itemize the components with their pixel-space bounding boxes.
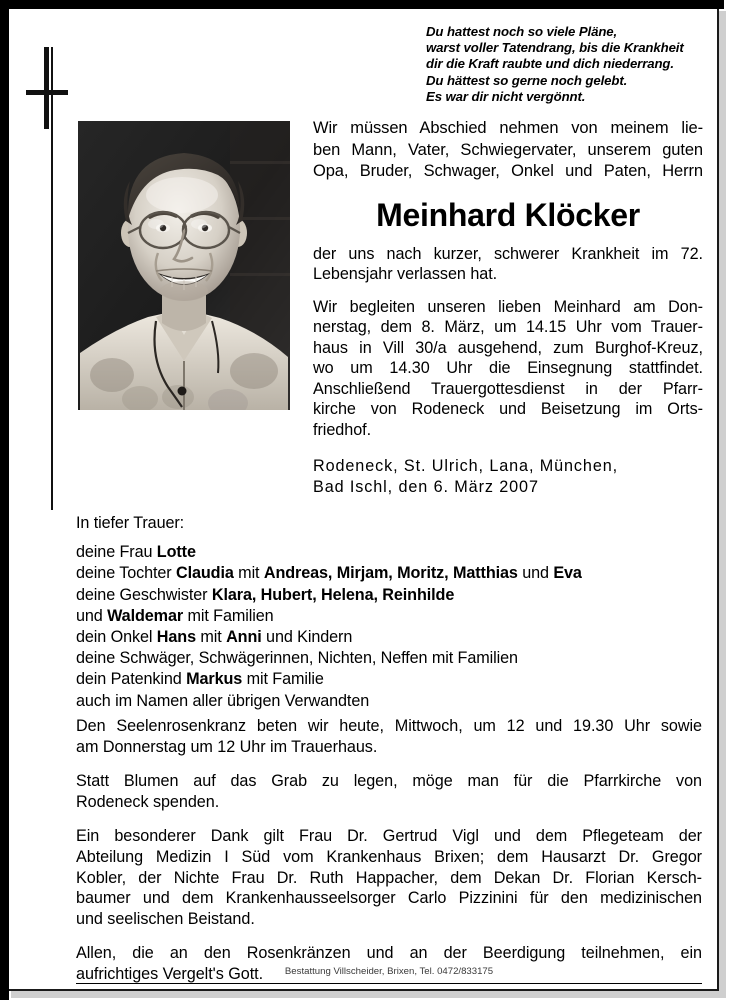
mourner-name: Anni [226, 628, 262, 647]
announcement-block [313, 118, 703, 498]
mourner-relation: mit Familien [183, 606, 274, 625]
paragraph-line: Ein besonderer Dank gilt Frau Dr. Gertrud Vigl und dem Pflegeteam der [76, 827, 702, 846]
mourner-relation: und [517, 564, 554, 583]
vertical-divider [51, 47, 53, 510]
footer-divider [76, 983, 702, 984]
paragraph-line: kirche von Rodeneck und Beisetzung im Orts- [313, 400, 703, 418]
mourner-name: Eva [553, 564, 582, 583]
intro-line: ben Mann, Vater, Schwiegervater, unserem guten [313, 140, 703, 159]
mourner-name: Klara, Hubert, Helena, Reinhilde [211, 585, 455, 604]
mourner-relation: mit [233, 564, 264, 583]
closing-paragraph-gratitude [76, 943, 702, 984]
funeral-home-credit: Bestattung Villscheider, Brixen, Tel. 0472/833175 [284, 966, 494, 977]
paragraph-line: aufrichtiges Vergelt's Gott. [76, 964, 264, 983]
mourner-relation: mit [195, 628, 227, 647]
paragraph-line: nerstag, dem 8. März, um 14.15 Uhr vom Trauer- [313, 318, 703, 336]
poem-line: warst voller Tatendrang, bis die Krankheit [426, 40, 684, 56]
announcement-intro [313, 118, 703, 183]
paragraph-line: Rodeneck spenden. [76, 792, 220, 811]
frame-border-left [0, 0, 9, 1000]
mourner-relation: dein Onkel [76, 628, 157, 647]
paragraph-line: Den Seelenrosenkranz beten wir heute, Mittwoch, um 12 und 19.30 Uhr sowie [76, 717, 702, 735]
mourner-line [76, 606, 701, 627]
mourner-name: Claudia [176, 564, 234, 583]
mourner-line [76, 648, 701, 669]
mourner-relation: mit Familie [242, 670, 324, 689]
mourners-list [76, 542, 701, 712]
poem-line: Du hattest noch so viele Pläne, [426, 24, 618, 39]
paragraph-line: der uns nach kurzer, schwerer Krankheit im 72. [313, 244, 703, 263]
mourner-relation: deine Tochter [76, 564, 176, 583]
announcement-paragraph-2 [313, 297, 703, 441]
mourner-name: Waldemar [107, 606, 184, 625]
closing-paragraph-donations [76, 771, 702, 812]
mourner-relation: und [76, 606, 108, 625]
paragraph-line: Statt Blumen auf das Grab zu legen, möge man für die Pfarrkirche von [76, 772, 702, 791]
paragraph-line: baumer und dem Krankenhausseelsorger Carlo Pizzinini für den medizinischen [76, 889, 702, 908]
place-date-line: Bad Ischl, den 6. März 2007 [313, 478, 539, 496]
mourner-line [76, 691, 701, 712]
mourner-name: Lotte [156, 543, 196, 562]
portrait-photo [78, 121, 290, 410]
paragraph-line: Anschließend Trauergottesdienst in der Pfarr- [313, 379, 703, 398]
paragraph-line: Lebensjahr verlassen hat. [313, 265, 498, 283]
memorial-poem [426, 24, 711, 105]
mourner-line [76, 669, 701, 690]
mourner-relation: deine Schwäger, Schwägerinnen, Nichten, Neffen mit Familien [76, 649, 518, 668]
paragraph-line: und seelischen Beistand. [76, 909, 255, 928]
closing-block [76, 716, 702, 999]
mourners-heading: In tiefer Trauer: [76, 514, 185, 532]
poem-line: Du hättest so gerne noch gelebt. [426, 72, 628, 88]
cross-icon [44, 47, 49, 129]
mourner-relation: auch im Namen aller übrigen Verwandten [76, 691, 370, 710]
place-and-date [313, 456, 703, 498]
mourner-relation: deine Geschwister [76, 585, 212, 604]
paragraph-line: am Donnerstag um 12 Uhr im Trauerhaus. [76, 737, 378, 756]
paragraph-line: Kobler, der Nichte Frau Dr. Ruth Happacher, dem Dekan Dr. Florian Kersch- [76, 868, 702, 887]
mourner-line [76, 563, 701, 584]
paragraph-line: wo um 14.30 Uhr die Einsegnung stattfindet. [313, 359, 703, 377]
place-date-line: Rodeneck, St. Ulrich, Lana, München, [313, 457, 619, 475]
mourners-block [76, 513, 701, 712]
mourner-relation: und Kindern [261, 628, 353, 647]
mourner-line [76, 542, 701, 563]
mourner-name: Markus [186, 670, 243, 689]
mourner-name: Andreas, Mirjam, Moritz, Matthias [263, 564, 518, 583]
closing-paragraph-thanks [76, 826, 702, 929]
intro-line: Opa, Bruder, Schwager, Onkel und Paten, Herrn [313, 162, 703, 180]
intro-line: Wir müssen Abschied nehmen von meinem lie- [313, 119, 703, 137]
paragraph-line: Allen, die an den Rosenkränzen und an der Beerdigung teilnehmen, ein [76, 944, 702, 963]
mourner-line [76, 585, 701, 606]
mourner-name: Hans [156, 628, 196, 647]
announcement-paragraph-1 [313, 244, 703, 285]
frame-shadow-right [719, 11, 726, 993]
paragraph-line: Wir begleiten unseren lieben Meinhard am Don- [313, 297, 703, 316]
paragraph-line: friedhof. [313, 420, 372, 439]
poem-line: Es war dir nicht vergönnt. [426, 88, 586, 104]
mourner-relation: dein Patenkind [76, 670, 187, 689]
poem-line: dir die Kraft raubte und dich niederrang. [426, 56, 674, 72]
deceased-name: Meinhard Klöcker [376, 196, 640, 233]
mourner-relation: deine Frau [76, 543, 157, 562]
cross-icon-bar [26, 90, 68, 95]
frame-border-top [9, 0, 724, 9]
closing-paragraph-rosary [76, 716, 702, 757]
paragraph-line: haus in Vill 30/a ausgehend, zum Burghof-Kreuz, [313, 338, 703, 357]
mourner-line [76, 627, 701, 648]
paragraph-line: Abteilung Medizin I Süd vom Krankenhaus Brixen; dem Hausarzt Dr. Gregor [76, 847, 702, 866]
